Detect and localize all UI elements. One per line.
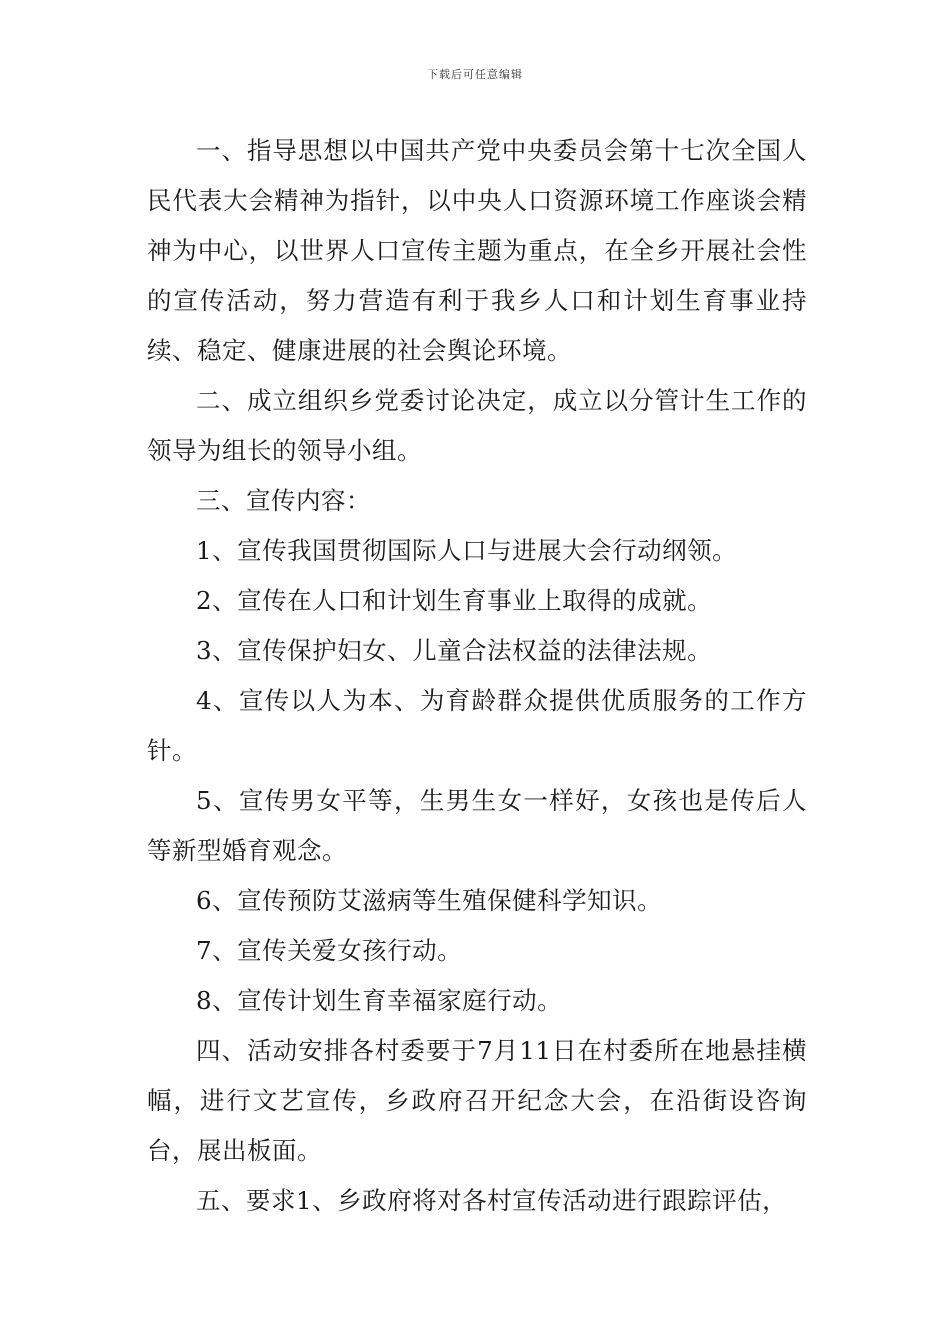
paragraph-organization: 二、成立组织乡党委讨论决定，成立以分管计生工作的领导为组长的领导小组。 (147, 386, 807, 465)
paragraph-content-heading: 三、宣传内容： (196, 486, 371, 515)
list-item: 3、宣传保护妇女、儿童合法权益的法律法规。 (196, 636, 713, 665)
page-header: 下载后可任意编辑 (427, 68, 523, 81)
document-body (147, 126, 807, 1226)
paragraph-guiding-ideology: 一、指导思想以中国共产党中央委员会第十七次全国人民代表大会精神为指针，以中央人口资源环境工作座谈会精神为中心，以世界人口宣传主题为重点，在全乡开展社会性的宣传活动，努力营造有利于我乡人口和计划生育事业持续、稳定、健康进展的社会舆论环境。 (147, 136, 807, 365)
list-item: 6、宣传预防艾滋病等生殖保健科学知识。 (196, 886, 663, 915)
list-item: 4、宣传以人为本、为育龄群众提供优质服务的工作方针。 (147, 686, 807, 765)
paragraph-requirements: 五、要求1、乡政府将对各村宣传活动进行跟踪评估， (196, 1186, 788, 1215)
list-item: 5、宣传男女平等，生男生女一样好，女孩也是传后人等新型婚育观念。 (147, 786, 807, 865)
list-item: 8、宣传计划生育幸福家庭行动。 (196, 986, 563, 1015)
list-item: 1、宣传我国贯彻国际人口与进展大会行动纲领。 (196, 536, 738, 565)
list-item: 2、宣传在人口和计划生育事业上取得的成就。 (196, 586, 713, 615)
list-item: 7、宣传关爱女孩行动。 (196, 936, 463, 965)
paragraph-activity-arrangement: 四、活动安排各村委要于7月11日在村委所在地悬挂横幅，进行文艺宣传，乡政府召开纪念大会，在沿街设咨询台，展出板面。 (147, 1036, 807, 1165)
